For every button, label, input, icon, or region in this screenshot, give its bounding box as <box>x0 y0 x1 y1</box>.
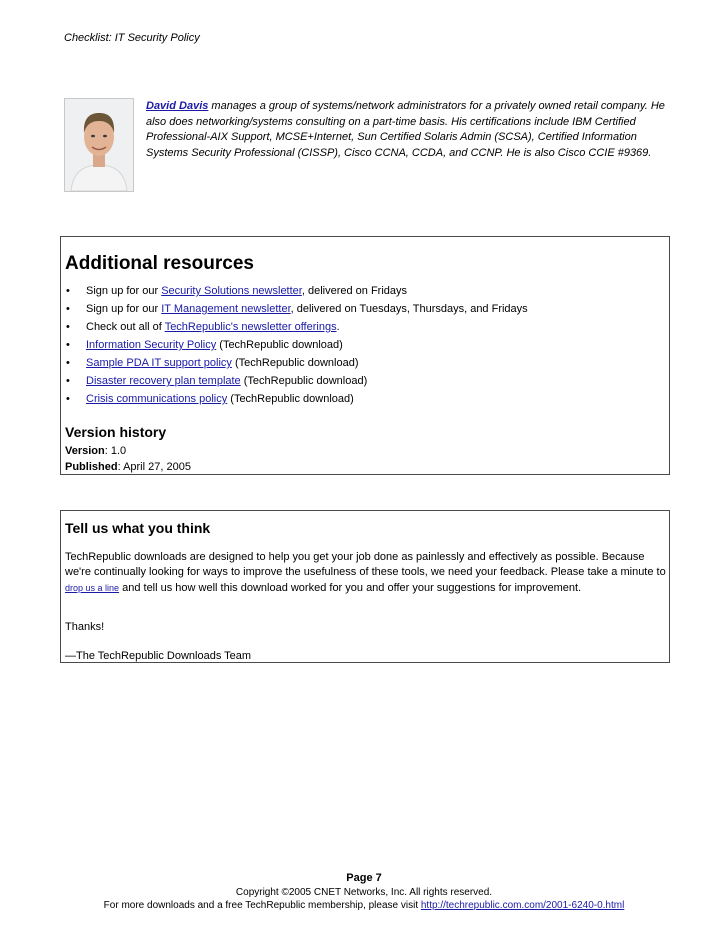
resources-title: Additional resources <box>65 253 254 274</box>
author-bio <box>146 99 666 161</box>
bullet-icon: • <box>66 303 70 315</box>
author-name-link[interactable]: David Davis <box>146 100 209 112</box>
it-management-newsletter-link[interactable]: IT Management newsletter <box>161 303 291 315</box>
bullet-icon: • <box>66 357 70 369</box>
resource-text: . <box>336 321 340 333</box>
author-portrait-image <box>65 99 133 191</box>
resource-text: , delivered on Fridays <box>301 285 408 297</box>
resource-item <box>65 282 665 300</box>
footer-more-downloads <box>0 900 728 911</box>
page-header: Checklist: IT Security Policy <box>64 32 200 44</box>
version-line <box>65 445 126 457</box>
feedback-thanks: Thanks! <box>65 621 105 633</box>
resource-item <box>65 336 665 354</box>
resource-text: (TechRepublic download) <box>240 375 368 387</box>
resource-text: Check out all of <box>86 321 165 333</box>
bullet-icon: • <box>66 285 70 297</box>
resources-box <box>60 236 670 475</box>
feedback-body <box>65 550 669 596</box>
information-security-policy-link[interactable]: Information Security Policy <box>86 339 217 351</box>
resource-text: (TechRepublic download) <box>227 393 354 405</box>
resource-text: (TechRepublic download) <box>231 357 359 369</box>
bullet-icon: • <box>66 375 70 387</box>
feedback-text: and tell us how well this download worked for you and offer your suggestions for improvement. <box>119 581 582 594</box>
security-newsletter-link[interactable]: Security Solutions newsletter <box>161 285 302 297</box>
version-value: : 1.0 <box>104 445 127 457</box>
resource-text: Sign up for our <box>86 303 162 315</box>
crisis-communications-policy-link[interactable]: Crisis communications policy <box>86 393 228 405</box>
feedback-text: TechRepublic downloads are designed to help you get your job done as painlessly and effectively as possible. Because we're continually looking for ways to improve the usefulness of these tools, we need your feedback. Please take a minute to <box>65 551 666 579</box>
newsletter-offerings-link[interactable]: TechRepublic's newsletter offerings <box>164 321 337 333</box>
version-label: Version <box>65 445 105 457</box>
page-number: Page 7 <box>346 872 382 884</box>
published-label: Published <box>65 461 118 473</box>
drop-us-a-line-link[interactable]: drop us a line <box>65 582 120 593</box>
resource-item <box>65 354 665 372</box>
bullet-icon: • <box>66 321 70 333</box>
resource-text: (TechRepublic download) <box>216 339 343 351</box>
feedback-title: Tell us what you think <box>65 520 211 536</box>
resource-item <box>65 318 665 336</box>
resource-item <box>65 300 665 318</box>
copyright-text: Copyright ©2005 CNET Networks, Inc. All rights reserved. <box>235 887 493 898</box>
resources-list <box>65 282 665 408</box>
feedback-signature: —The TechRepublic Downloads Team <box>65 650 252 662</box>
disaster-recovery-template-link[interactable]: Disaster recovery plan template <box>86 375 241 387</box>
bullet-icon: • <box>66 339 70 351</box>
resource-item <box>65 372 665 390</box>
techrepublic-url-link[interactable]: http://techrepublic.com.com/2001-6240-0.html <box>420 900 625 911</box>
author-bio-text: manages a group of systems/network administrators for a privately owned retail company. He also does networking/systems consulting on a part-time basis. His certifications include IBM Certified Professional-AIX Support, MCSE+Internet, Sun Certified Solaris Admin (SCSA), Certified Information Systems Security Professional (CISSP), Cisco CCNA, CCDA, and CCNP. He is also Cisco CCIE #9369. <box>146 100 665 159</box>
bullet-icon: • <box>66 393 70 405</box>
published-line <box>65 461 191 473</box>
feedback-box <box>60 510 670 663</box>
author-photo <box>64 98 134 192</box>
resource-text: Sign up for our <box>86 285 162 297</box>
footer-more-text: For more downloads and a free TechRepublic membership, please visit <box>103 900 421 911</box>
resource-item <box>65 390 665 408</box>
version-history-title: Version history <box>65 424 167 440</box>
resource-text: , delivered on Tuesdays, Thursdays, and Fridays <box>290 303 528 315</box>
pda-support-policy-link[interactable]: Sample PDA IT support policy <box>86 357 232 369</box>
published-value: : April 27, 2005 <box>117 461 191 473</box>
